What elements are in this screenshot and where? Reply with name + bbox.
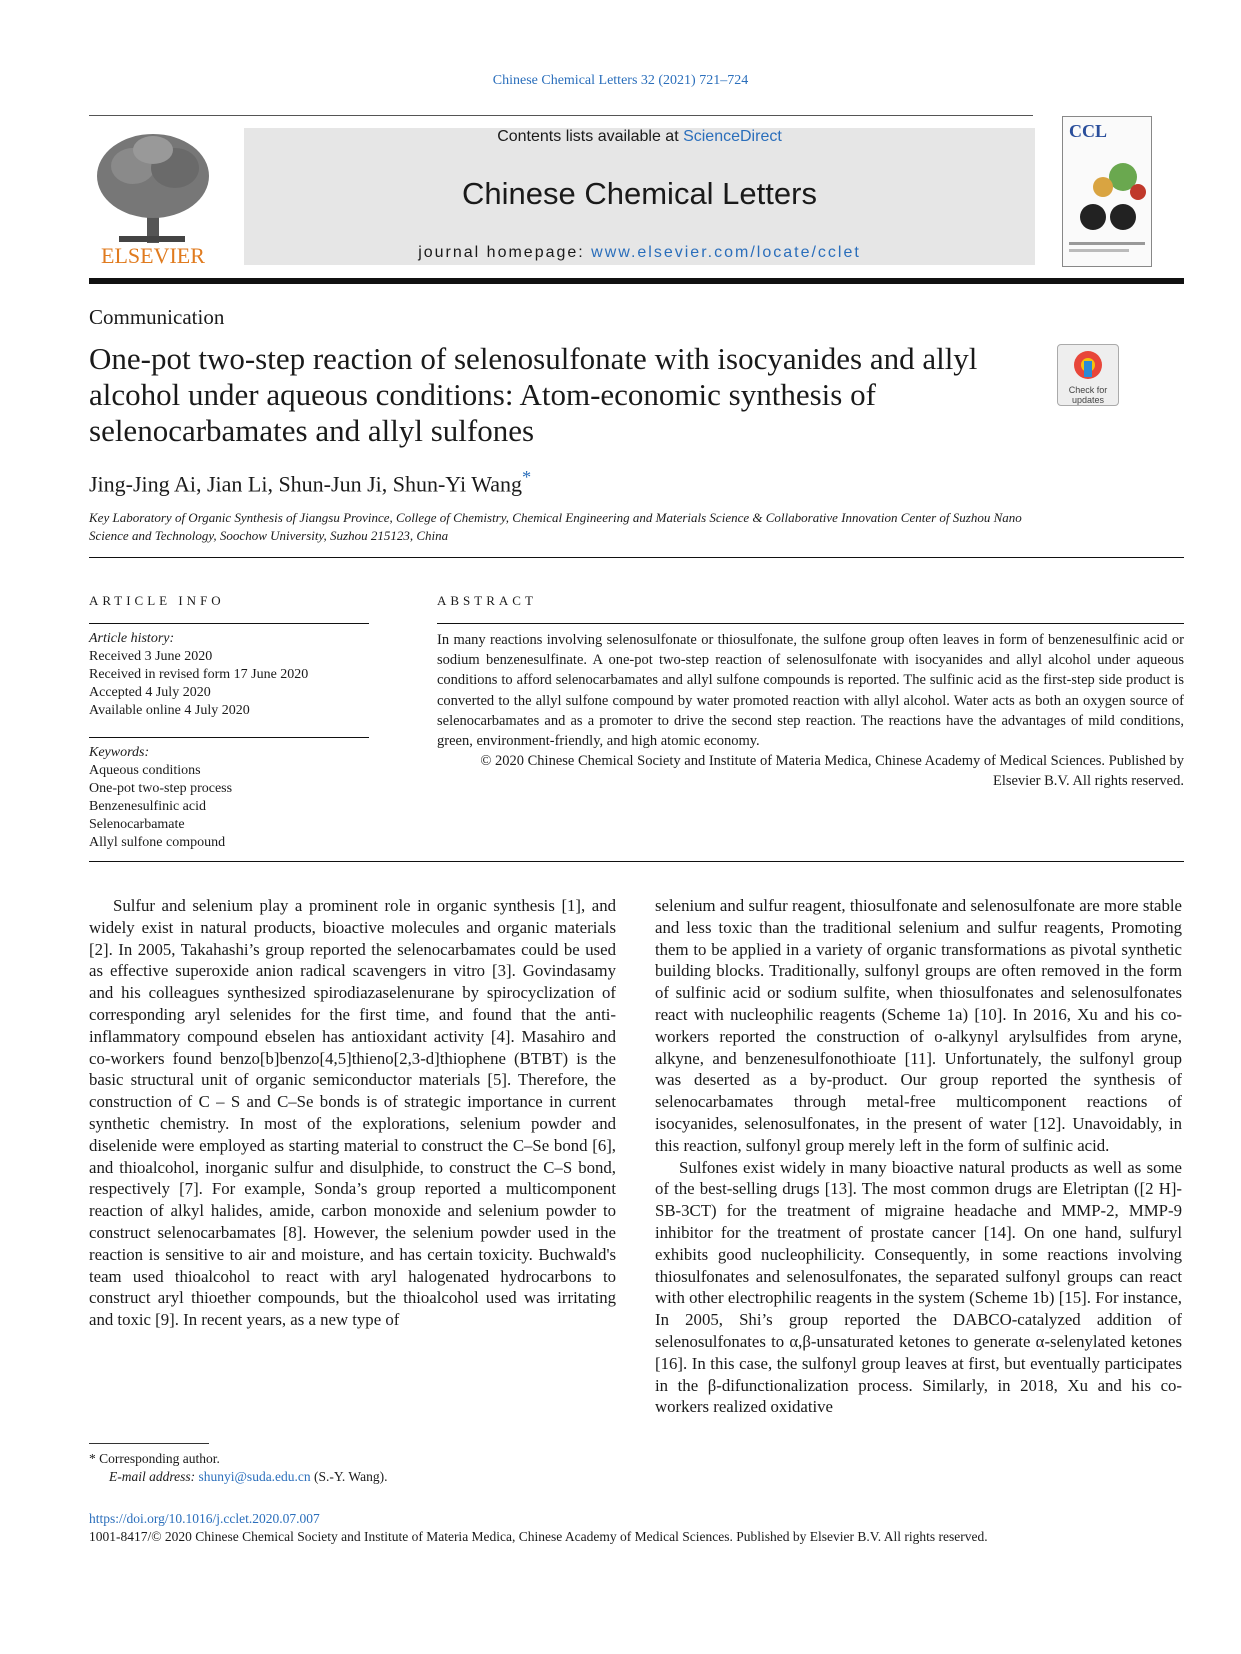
- body-paragraph: Sulfones exist widely in many bioactive natural products as well as some of the best-selling drugs [13]. The most common drugs are Eletriptan ([2 H]-SB-3CT) for the treatment of migraine headache and MMP-2, MMP-9 inhibitor for the treatment of prostate cancer [14]. On one hand, sulfuryl exhibits good nucleophilicity. Consequently, in some reactions involving thiosulfonates and selenosulfonates, the separated sulfonyl groups can react with other electrophilic reagents in the system (Scheme 1b) [15]. For instance, In 2005, Shi’s group reported the DABCO-catalyzed addition of selenosulfonates to α,β-unsaturated ketones to generate α-selenylated ketones [16]. In this case, the sulfonyl group leaves at first, but eventually participates in the β-difunctionalization process. Similarly, in 2018, Xu and his co-workers realized oxidative: [655, 1157, 1182, 1417]
- elsevier-tree-icon: [89, 128, 217, 268]
- homepage-line: [244, 244, 1035, 262]
- journal-homepage-link[interactable]: www.elsevier.com/locate/cclet: [591, 244, 861, 261]
- elsevier-logo: [89, 128, 217, 268]
- journal-cover-thumbnail[interactable]: [1062, 116, 1152, 267]
- history-item: Received 3 June 2020: [89, 649, 213, 664]
- body-column-right: [655, 895, 1182, 1418]
- abstract-rule: [437, 623, 1184, 624]
- body-paragraph: Sulfur and selenium play a prominent role in organic synthesis [1], and widely exist in natural products, bioactive molecules and organic materials [2]. In 2005, Takahashi’s group reported the selenocarbamates could be used as effective superoxide anion radical scavengers in vitro [3]. Govindasamy and his colleagues synthesized spirodiazaselenurane by spirocyclization of corresponding aryl selenides for the first time, and found that the anti-inflammatory compound ebselen has antioxidant activity [4]. Masahiro and co-workers found benzo[b]benzo[4,5]thieno[2,3-d]thiophene (BTBT) is the basic structural unit of organic semiconductor materials [5]. Therefore, the construction of C – S and C–Se bonds is of strategic importance in current synthetic chemistry. In most of the explorations, selenium powder and diselenide were employed as starting material to construct the C–Se bond [6], and thioalcohol, inorganic sulfur and disulphide, to construct the C–S bond, respectively [7]. For example, Sonda’s group reported a multicomponent reaction of alkyl halides, amide, carbon monoxide and selenium powder to construct selenocarbamates [8]. However, the selenium powder used in the reaction is sensitive to air and moisture, and has certain toxicity. Buchwald's team used thioalcohol to react with aryl halogenated hydrocarbons to construct aryl thioether compounds, but the thioalcohol used was irritating and toxic [9]. In recent years, as a new type of: [89, 896, 616, 1330]
- affiliation: Key Laboratory of Organic Synthesis of Jiangsu Province, College of Chemistry, Chemical Engineering and Materials Science & Collaborative Innovation Center of Suzhou Nano Science and Technology, Soochow University, Suzhou 215123, China: [89, 510, 1022, 543]
- crossmark-label: Check for updates: [1068, 385, 1108, 405]
- abstract-heading: ABSTRACT: [437, 593, 537, 608]
- header-bottom-rule: [89, 557, 1184, 558]
- author-list: [89, 467, 531, 497]
- authors-text: Jing-Jing Ai, Jian Li, Shun-Jun Ji, Shun-Yi Wang: [89, 471, 522, 497]
- journal-banner: [244, 128, 1035, 265]
- body-column-left: [89, 895, 616, 1331]
- author-email-link[interactable]: shunyi@suda.edu.cn: [198, 1469, 311, 1484]
- article-info-rule: [89, 623, 369, 624]
- publisher-wordmark: ELSEVIER: [101, 243, 205, 268]
- keyword-item: Selenocarbamate: [89, 817, 185, 832]
- header-top-rule: [89, 115, 1033, 116]
- footnote-rule: [89, 1443, 209, 1444]
- corresponding-author-footnote: [89, 1450, 387, 1486]
- doi-link[interactable]: https://doi.org/10.1016/j.cclet.2020.07.007: [89, 1511, 320, 1526]
- abstract-text: In many reactions involving selenosulfonate or thiosulfonate, the sulfone group often leaves in form of benzenesulfinic acid or sodium benzenesulfinate. A one-pot two-step reaction of selenosulfonate with isocyanides and allyl alcohol under aqueous conditions to afford selenocarbamates and allyl sulfone compounds is reported. The sulfinic acid as the first-step side product is converted to the allyl sulfone compound by water promoted reaction with allyl alcohol. Water acts as both an oxygen source of selenocarbamates and as a promoter to drive the second step reaction. The reactions have the advantages of mild conditions, green, environment-friendly, and high atomic economy.: [437, 632, 1184, 750]
- contents-prefix: Contents lists available at: [497, 128, 684, 145]
- keywords-label: Keywords:: [89, 745, 150, 760]
- check-for-updates-badge[interactable]: [1057, 344, 1119, 406]
- article-history: [89, 630, 308, 720]
- history-item: Available online 4 July 2020: [89, 703, 250, 718]
- keyword-item: One-pot two-step process: [89, 781, 233, 796]
- body-top-rule: [89, 861, 1184, 862]
- corresponding-author-mark[interactable]: *: [521, 467, 532, 487]
- crossmark-icon: [1068, 349, 1108, 383]
- email-label: E-mail address:: [109, 1469, 199, 1484]
- abstract-body: [437, 630, 1184, 792]
- body-paragraph: selenium and sulfur reagent, thiosulfonate and selenosulfonate are more stable and less toxic than the traditional selenium and sulfur reagents, Promoting them to be applied in a variety of organic transformations as pivotal synthetic building blocks. Traditionally, sulfonyl groups are often removed in the form of sulfinic acid or sodium sulfite, when thiosulfonates and selenosulfonates react with nucleophilic reagents (Scheme 1a) [10]. In 2016, Xu and his co-workers reported the construction of o-alkynyl arylsulfides from aryne, alkyne, and benzenesulfonothioate [11]. Unfortunately, the sulfonyl group was deserted as a by-product. Our group reported the synthesis of selenocarbamates through metal-free multicomponent reactions of isocyanides, selenosulfonates, in the present of water [12]. Unavoidably, in this reaction, sulfonyl group merely left in the form of sulfinic acid.: [655, 896, 1182, 1155]
- issn-copyright-line: 1001-8417/© 2020 Chinese Chemical Society and Institute of Materia Medica, Chinese Academy of Medical Sciences. Published by Elsevier B.V. All rights reserved.: [89, 1529, 988, 1544]
- cover-image: [1063, 117, 1151, 266]
- keyword-item: Aqueous conditions: [89, 763, 201, 778]
- history-label: Article history:: [89, 631, 175, 646]
- article-title: One-pot two-step reaction of selenosulfonate with isocyanides and allyl alcohol under aqueous conditions: Atom-economic synthesis of selenocarbamates and allyl sulfones: [89, 341, 978, 448]
- keyword-item: Allyl sulfone compound: [89, 835, 226, 850]
- cover-logo: CCL: [1069, 121, 1108, 141]
- email-suffix: (S.-Y. Wang).: [310, 1469, 388, 1484]
- keywords-rule: [89, 737, 369, 738]
- homepage-prefix: journal homepage:: [418, 244, 592, 261]
- abstract-copyright: © 2020 Chinese Chemical Society and Institute of Materia Medica, Chinese Academy of Medical Sciences. Published by Elsevier B.V. All rights reserved.: [480, 753, 1184, 790]
- history-item: Received in revised form 17 June 2020: [89, 667, 309, 682]
- journal-title: Chinese Chemical Letters: [462, 176, 817, 211]
- article-type: Communication: [89, 305, 225, 329]
- footnote-label: Corresponding author.: [99, 1451, 220, 1466]
- history-item: Accepted 4 July 2020: [89, 685, 211, 700]
- contents-line: [244, 128, 1035, 146]
- keywords: [89, 744, 232, 852]
- footnote-mark: *: [89, 1451, 96, 1466]
- journal-reference-link[interactable]: Chinese Chemical Letters 32 (2021) 721–724: [492, 73, 749, 88]
- header-thick-rule: [89, 278, 1184, 284]
- sciencedirect-link[interactable]: ScienceDirect: [683, 128, 782, 145]
- article-info-heading: ARTICLE INFO: [89, 593, 225, 608]
- keyword-item: Benzenesulfinic acid: [89, 799, 207, 814]
